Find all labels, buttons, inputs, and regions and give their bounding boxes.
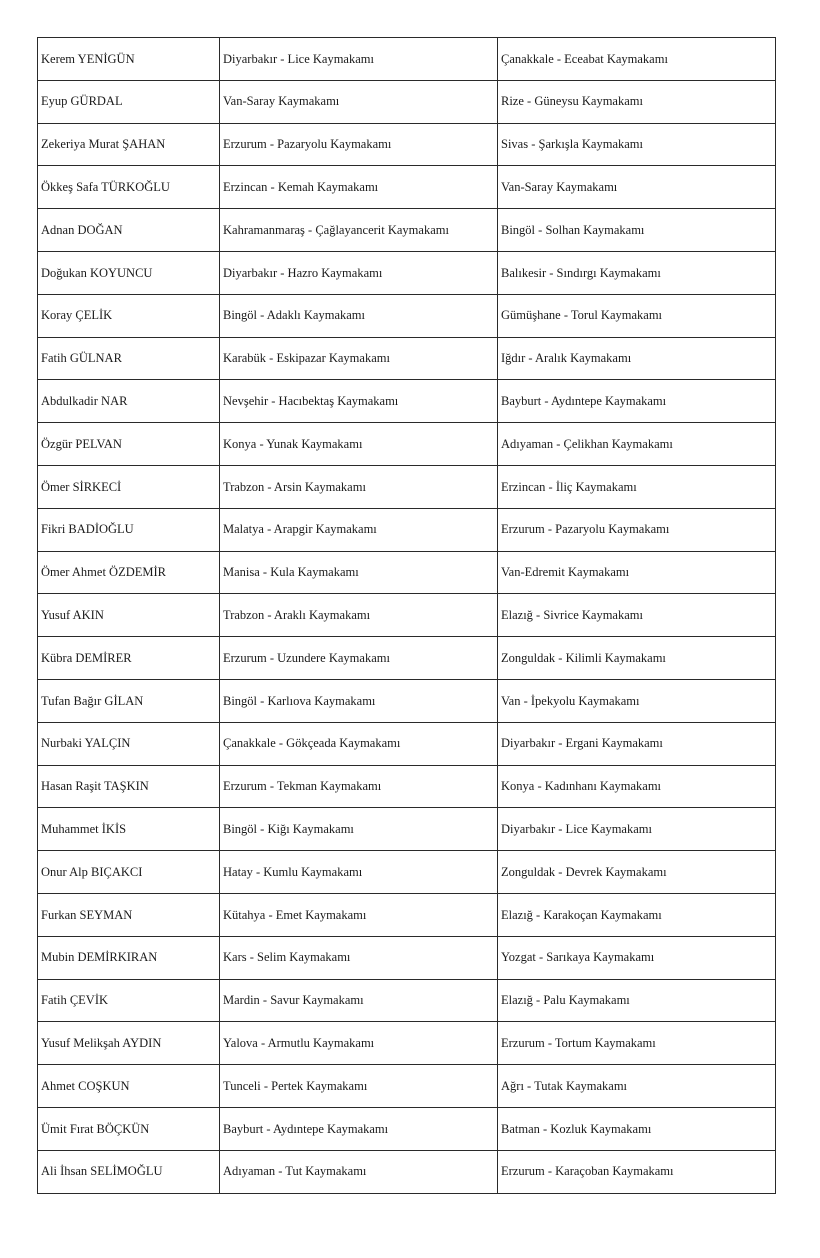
current-post-cell: Mardin - Savur Kaymakamı [220, 979, 498, 1022]
new-post-cell: Çanakkale - Eceabat Kaymakamı [498, 38, 776, 81]
new-post-cell: Erzincan - İliç Kaymakamı [498, 465, 776, 508]
new-post-cell: Konya - Kadınhanı Kaymakamı [498, 765, 776, 808]
current-post-cell: Erzurum - Pazaryolu Kaymakamı [220, 123, 498, 166]
table-row [38, 380, 776, 423]
name-cell: Fatih GÜLNAR [38, 337, 220, 380]
table-row [38, 123, 776, 166]
current-post-cell: Kahramanmaraş - Çağlayancerit Kaymakamı [220, 209, 498, 252]
new-post-cell: Zonguldak - Devrek Kaymakamı [498, 851, 776, 894]
new-post-cell: Elazığ - Karakoçan Kaymakamı [498, 893, 776, 936]
name-cell: Muhammet İKİS [38, 808, 220, 851]
new-post-cell: Yozgat - Sarıkaya Kaymakamı [498, 936, 776, 979]
new-post-cell: Van-Edremit Kaymakamı [498, 551, 776, 594]
name-cell: Furkan SEYMAN [38, 893, 220, 936]
new-post-cell: Rize - Güneysu Kaymakamı [498, 80, 776, 123]
new-post-cell: Batman - Kozluk Kaymakamı [498, 1107, 776, 1150]
current-post-cell: Bingöl - Kiğı Kaymakamı [220, 808, 498, 851]
appointment-table [37, 37, 776, 1194]
name-cell: Fatih ÇEVİK [38, 979, 220, 1022]
name-cell: Hasan Raşit TAŞKIN [38, 765, 220, 808]
current-post-cell: Çanakkale - Gökçeada Kaymakamı [220, 722, 498, 765]
current-post-cell: Bingöl - Karlıova Kaymakamı [220, 679, 498, 722]
new-post-cell: Bayburt - Aydıntepe Kaymakamı [498, 380, 776, 423]
current-post-cell: Tunceli - Pertek Kaymakamı [220, 1065, 498, 1108]
current-post-cell: Trabzon - Arsin Kaymakamı [220, 465, 498, 508]
current-post-cell: Malatya - Arapgir Kaymakamı [220, 508, 498, 551]
name-cell: Kübra DEMİRER [38, 637, 220, 680]
new-post-cell: Erzurum - Tortum Kaymakamı [498, 1022, 776, 1065]
new-post-cell: Bingöl - Solhan Kaymakamı [498, 209, 776, 252]
new-post-cell: Iğdır - Aralık Kaymakamı [498, 337, 776, 380]
current-post-cell: Bingöl - Adaklı Kaymakamı [220, 294, 498, 337]
current-post-cell: Erzurum - Uzundere Kaymakamı [220, 637, 498, 680]
table-row [38, 979, 776, 1022]
name-cell: Ömer SİRKECİ [38, 465, 220, 508]
current-post-cell: Hatay - Kumlu Kaymakamı [220, 851, 498, 894]
name-cell: Ali İhsan SELİMOĞLU [38, 1150, 220, 1193]
new-post-cell: Sivas - Şarkışla Kaymakamı [498, 123, 776, 166]
name-cell: Ökkeş Safa TÜRKOĞLU [38, 166, 220, 209]
name-cell: Ümit Fırat BÖÇKÜN [38, 1107, 220, 1150]
current-post-cell: Adıyaman - Tut Kaymakamı [220, 1150, 498, 1193]
name-cell: Mubin DEMİRKIRAN [38, 936, 220, 979]
name-cell: Adnan DOĞAN [38, 209, 220, 252]
current-post-cell: Erzurum - Tekman Kaymakamı [220, 765, 498, 808]
table-row [38, 38, 776, 81]
name-cell: Doğukan KOYUNCU [38, 251, 220, 294]
current-post-cell: Kars - Selim Kaymakamı [220, 936, 498, 979]
table-row [38, 551, 776, 594]
table-row [38, 722, 776, 765]
table-row [38, 893, 776, 936]
new-post-cell: Adıyaman - Çelikhan Kaymakamı [498, 423, 776, 466]
new-post-cell: Gümüşhane - Torul Kaymakamı [498, 294, 776, 337]
name-cell: Fikri BADİOĞLU [38, 508, 220, 551]
table-row [38, 337, 776, 380]
current-post-cell: Konya - Yunak Kaymakamı [220, 423, 498, 466]
table-row [38, 209, 776, 252]
current-post-cell: Erzincan - Kemah Kaymakamı [220, 166, 498, 209]
table-row [38, 594, 776, 637]
new-post-cell: Elazığ - Palu Kaymakamı [498, 979, 776, 1022]
name-cell: Tufan Bağır GİLAN [38, 679, 220, 722]
name-cell: Koray ÇELİK [38, 294, 220, 337]
current-post-cell: Yalova - Armutlu Kaymakamı [220, 1022, 498, 1065]
new-post-cell: Balıkesir - Sındırgı Kaymakamı [498, 251, 776, 294]
table-row [38, 936, 776, 979]
name-cell: Özgür PELVAN [38, 423, 220, 466]
current-post-cell: Diyarbakır - Hazro Kaymakamı [220, 251, 498, 294]
current-post-cell: Diyarbakır - Lice Kaymakamı [220, 38, 498, 81]
name-cell: Yusuf AKIN [38, 594, 220, 637]
new-post-cell: Van-Saray Kaymakamı [498, 166, 776, 209]
current-post-cell: Van-Saray Kaymakamı [220, 80, 498, 123]
table-row [38, 808, 776, 851]
name-cell: Yusuf Melikşah AYDIN [38, 1022, 220, 1065]
new-post-cell: Erzurum - Pazaryolu Kaymakamı [498, 508, 776, 551]
name-cell: Ahmet COŞKUN [38, 1065, 220, 1108]
table-row [38, 166, 776, 209]
new-post-cell: Van - İpekyolu Kaymakamı [498, 679, 776, 722]
table-row [38, 1065, 776, 1108]
new-post-cell: Diyarbakır - Lice Kaymakamı [498, 808, 776, 851]
table-row [38, 1107, 776, 1150]
table-row [38, 851, 776, 894]
table-row [38, 251, 776, 294]
table-row [38, 80, 776, 123]
new-post-cell: Zonguldak - Kilimli Kaymakamı [498, 637, 776, 680]
name-cell: Eyup GÜRDAL [38, 80, 220, 123]
table-row [38, 465, 776, 508]
name-cell: Kerem YENİGÜN [38, 38, 220, 81]
table-row [38, 294, 776, 337]
name-cell: Nurbaki YALÇIN [38, 722, 220, 765]
new-post-cell: Erzurum - Karaçoban Kaymakamı [498, 1150, 776, 1193]
new-post-cell: Diyarbakır - Ergani Kaymakamı [498, 722, 776, 765]
current-post-cell: Manisa - Kula Kaymakamı [220, 551, 498, 594]
table-row [38, 508, 776, 551]
new-post-cell: Ağrı - Tutak Kaymakamı [498, 1065, 776, 1108]
current-post-cell: Bayburt - Aydıntepe Kaymakamı [220, 1107, 498, 1150]
name-cell: Abdulkadir NAR [38, 380, 220, 423]
table-row [38, 1150, 776, 1193]
current-post-cell: Karabük - Eskipazar Kaymakamı [220, 337, 498, 380]
table-row [38, 679, 776, 722]
table-row [38, 765, 776, 808]
table-row [38, 1022, 776, 1065]
new-post-cell: Elazığ - Sivrice Kaymakamı [498, 594, 776, 637]
current-post-cell: Kütahya - Emet Kaymakamı [220, 893, 498, 936]
current-post-cell: Nevşehir - Hacıbektaş Kaymakamı [220, 380, 498, 423]
table-row [38, 423, 776, 466]
table-row [38, 637, 776, 680]
name-cell: Zekeriya Murat ŞAHAN [38, 123, 220, 166]
table-body [38, 38, 776, 1194]
name-cell: Onur Alp BIÇAKCI [38, 851, 220, 894]
name-cell: Ömer Ahmet ÖZDEMİR [38, 551, 220, 594]
current-post-cell: Trabzon - Araklı Kaymakamı [220, 594, 498, 637]
